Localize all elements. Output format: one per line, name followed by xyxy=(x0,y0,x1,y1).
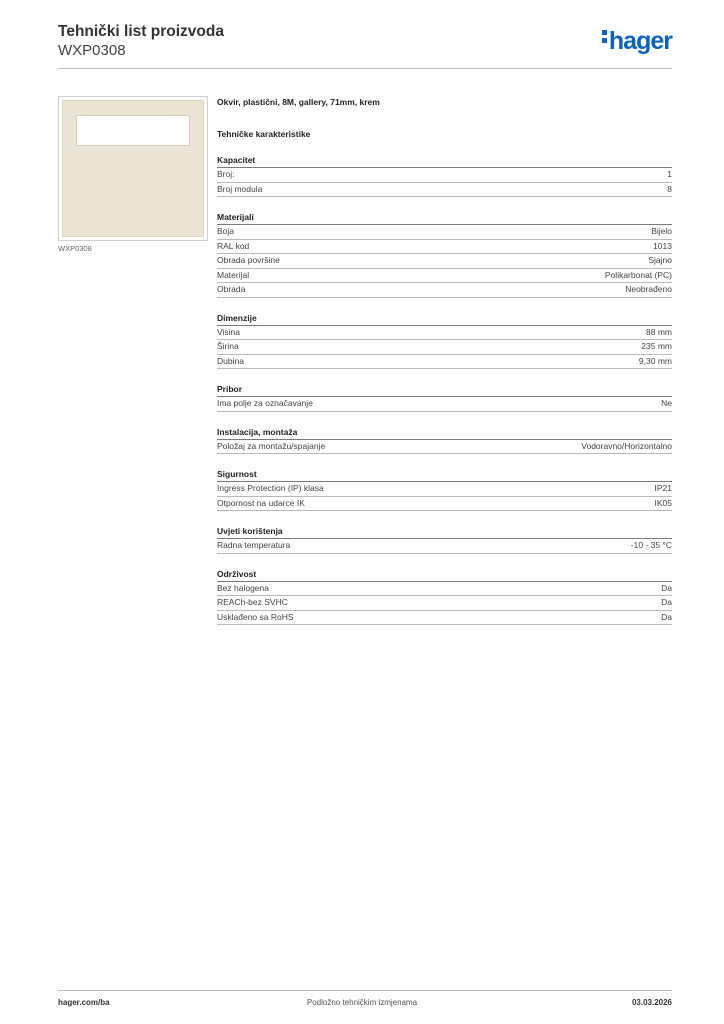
spec-value: IP21 xyxy=(654,483,672,493)
tech-characteristics-heading: Tehničke karakteristike xyxy=(217,129,311,139)
spec-label: Obrada xyxy=(217,284,246,294)
spec-value: Sjajno xyxy=(648,255,672,265)
spec-label: Dubina xyxy=(217,355,244,366)
spec-label: Položaj za montažu/spajanje xyxy=(217,440,326,451)
section-title: Održivost xyxy=(217,568,672,582)
footer-date: 03.03.2026 xyxy=(631,998,672,1007)
spec-label: Ima polje za označavanje xyxy=(217,398,313,408)
spec-label: Boja xyxy=(217,226,235,236)
spec-row xyxy=(217,326,672,341)
spec-section xyxy=(217,312,672,370)
spec-row xyxy=(217,240,672,255)
logo-dots-icon xyxy=(602,27,607,46)
spec-row xyxy=(217,355,672,370)
image-caption: WXP0308 xyxy=(58,244,92,253)
spec-value: Da xyxy=(661,611,672,622)
section-title: Dimenzije xyxy=(217,312,672,326)
spec-content xyxy=(217,96,672,625)
product-image xyxy=(58,96,208,241)
spec-value: Neobrađeno xyxy=(625,284,672,294)
section-title: Instalacija, montaža xyxy=(217,426,672,440)
section-title: Materijali xyxy=(217,211,672,225)
spec-label: Broj: xyxy=(217,169,235,179)
spec-section xyxy=(217,468,672,511)
footer-notice: Podložno tehničkim izmjenama xyxy=(306,998,418,1007)
logo-text: hager xyxy=(608,27,672,55)
spec-row xyxy=(217,482,672,497)
spec-section xyxy=(217,426,672,455)
spec-label: RAL kod xyxy=(217,240,250,251)
spec-label: Materijal xyxy=(217,269,250,280)
document-title: Tehnički list proizvoda xyxy=(58,23,224,40)
frame-image xyxy=(62,100,204,237)
spec-label: Obrada površine xyxy=(217,255,280,265)
document-header xyxy=(58,22,224,60)
spec-value: IK05 xyxy=(654,497,672,508)
section-title: Sigurnost xyxy=(217,468,672,482)
footer-website: hager.com/ba xyxy=(58,998,110,1007)
hager-logo xyxy=(602,27,672,55)
spec-label: Usklađeno sa RoHS xyxy=(217,611,294,622)
spec-row xyxy=(217,397,672,412)
spec-row xyxy=(217,340,672,355)
spec-value: 8 xyxy=(667,183,672,194)
footer-divider xyxy=(58,990,672,991)
product-code: WXP0308 xyxy=(58,42,126,59)
spec-section xyxy=(217,525,672,554)
spec-row xyxy=(217,225,672,240)
spec-row xyxy=(217,596,672,611)
spec-label: Bez halogena xyxy=(217,582,269,593)
spec-value: 9,30 mm xyxy=(638,355,672,366)
spec-value: 88 mm xyxy=(646,326,672,337)
spec-row xyxy=(217,440,672,455)
spec-value: -10 - 35 °C xyxy=(630,540,672,550)
spec-label: Ingress Protection (IP) klasa xyxy=(217,483,324,493)
spec-section xyxy=(217,154,672,197)
section-title: Pribor xyxy=(217,383,672,397)
header-divider xyxy=(58,68,672,69)
frame-opening xyxy=(76,115,190,146)
product-description: Okvir, plastični, 8M, gallery, 71mm, krem xyxy=(217,97,380,107)
spec-row xyxy=(217,582,672,597)
spec-value: 1 xyxy=(667,169,672,179)
spec-value: Vodoravno/Horizontalno xyxy=(581,440,672,451)
spec-row xyxy=(217,539,672,554)
spec-row xyxy=(217,183,672,198)
spec-sections xyxy=(217,154,672,625)
spec-value: Bijelo xyxy=(651,226,672,236)
spec-value: Polikarbonat (PC) xyxy=(604,269,672,280)
spec-value: 235 mm xyxy=(641,341,672,351)
spec-label: Otpornost na udarce IK xyxy=(217,497,305,508)
spec-value: Ne xyxy=(661,398,672,408)
spec-row xyxy=(217,168,672,183)
spec-row xyxy=(217,497,672,512)
spec-label: Širina xyxy=(217,341,239,351)
spec-row xyxy=(217,611,672,626)
spec-section xyxy=(217,383,672,412)
spec-value: 1013 xyxy=(653,240,672,251)
spec-label: REACh-bez SVHC xyxy=(217,597,288,607)
spec-label: Broj modula xyxy=(217,183,263,194)
spec-label: Visina xyxy=(217,326,240,337)
spec-section xyxy=(217,211,672,298)
spec-row xyxy=(217,283,672,298)
spec-section xyxy=(217,568,672,626)
spec-label: Radna temperatura xyxy=(217,540,291,550)
spec-value: Da xyxy=(661,582,672,593)
spec-value: Da xyxy=(661,597,672,607)
spec-row xyxy=(217,254,672,269)
section-title: Uvjeti korištenja xyxy=(217,525,672,539)
spec-row xyxy=(217,269,672,284)
section-title: Kapacitet xyxy=(217,154,672,168)
